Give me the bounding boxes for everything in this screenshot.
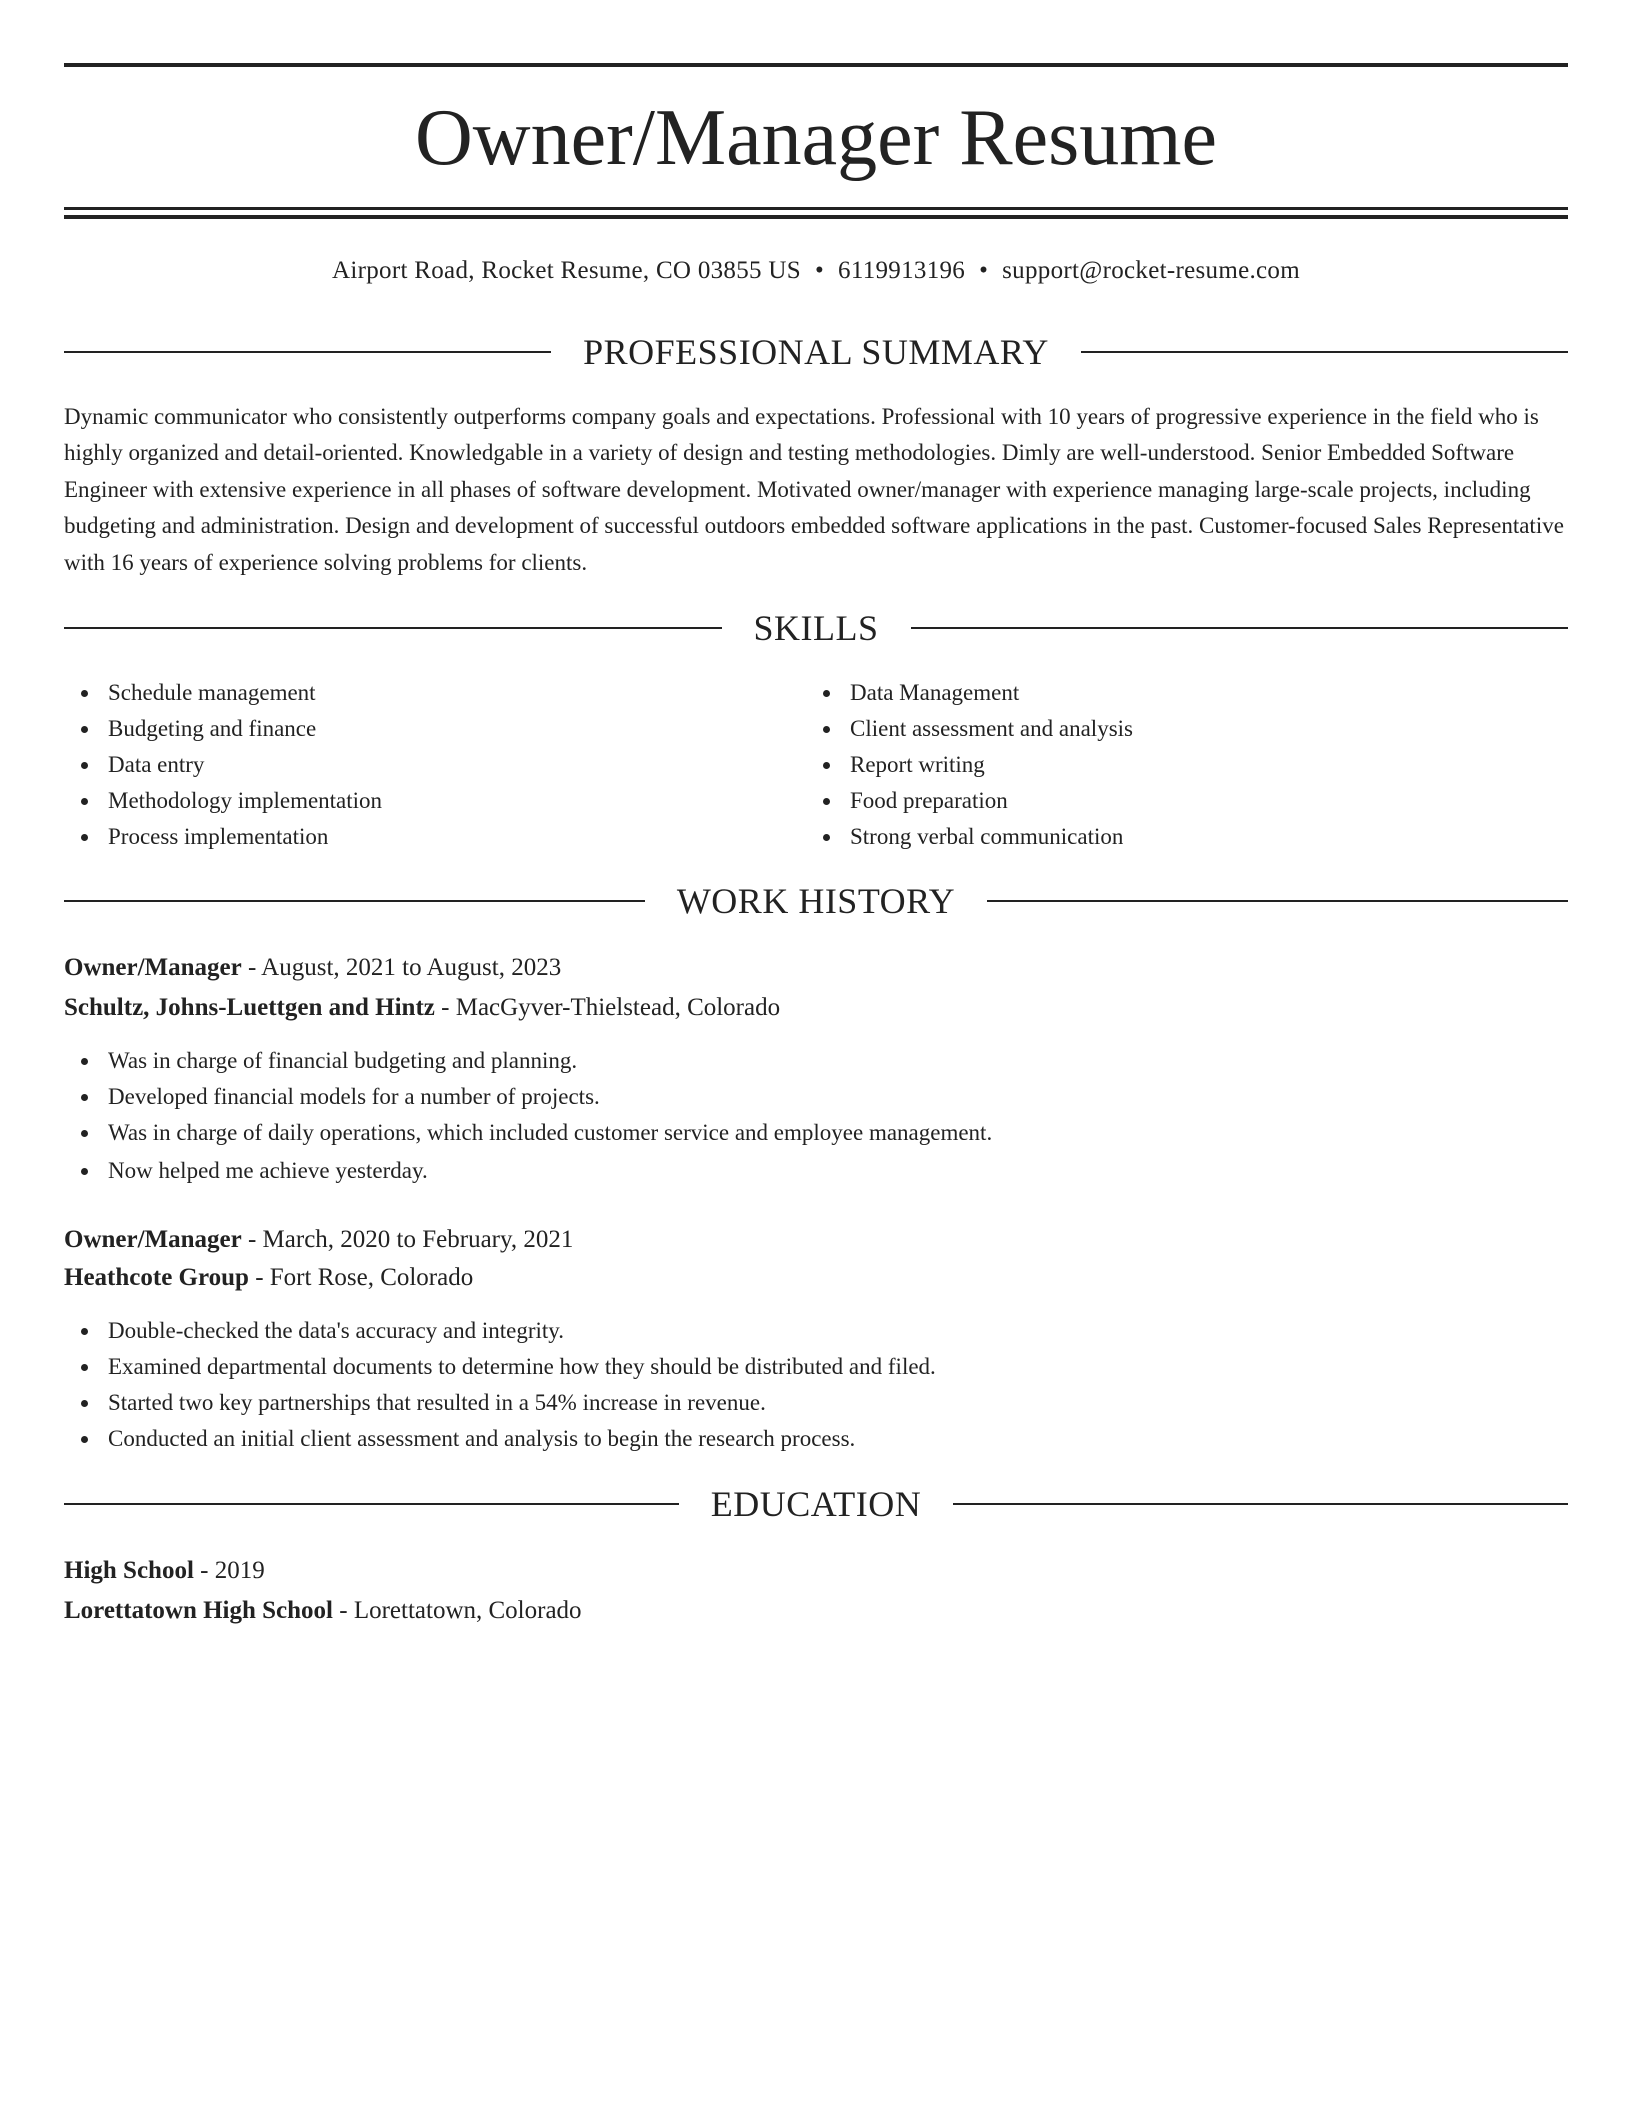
section-title: WORK HISTORY	[676, 881, 956, 921]
contact-line	[64, 254, 1568, 288]
skill-item: Schedule management	[64, 675, 804, 711]
job-bullets	[64, 1043, 1568, 1189]
education-location: - Lorettatown, Colorado	[333, 1597, 582, 1624]
job-bullet: Conducted an initial client assessment and analysis to begin the research process.	[64, 1421, 1568, 1457]
contact-email: support@rocket-resume.com	[1002, 257, 1300, 284]
skill-item: Data entry	[64, 747, 804, 783]
section-header-summary	[64, 332, 1568, 372]
section-rule	[64, 627, 722, 629]
education-degree-line	[64, 1553, 265, 1589]
section-title: SKILLS	[753, 608, 879, 648]
job-bullet: Now helped me achieve yesterday.	[64, 1153, 1568, 1189]
skill-item: Budgeting and finance	[64, 711, 804, 747]
summary-text: Dynamic communicator who consistently outperforms company goals and expectations. Professional with 10 years of progressive experience in the field who is highly organized and detail-oriented. Knowledgable in a variety of design and testing methodologies. Dimly are well-understood. Senior Embedded Software Engineer with extensive experience in all phases of software development. Motivated owner/manager with experience managing large-scale projects, including budgeting and administration. Design and development of successful outdoors embedded software applications in the past. Customer-focused Sales Representative with 16 years of experience solving problems for clients.	[64, 404, 1564, 575]
skill-item: Strong verbal communication	[806, 819, 1546, 855]
job-dates: - August, 2021 to August, 2023	[241, 954, 562, 981]
skills-list-left	[64, 675, 804, 855]
education-school-line	[64, 1593, 582, 1629]
section-rule	[64, 900, 645, 902]
section-rule	[953, 1503, 1568, 1505]
section-header-skills	[64, 608, 1568, 648]
education-degree: High School	[64, 1557, 194, 1584]
skill-item: Client assessment and analysis	[806, 711, 1546, 747]
section-header-education	[64, 1484, 1568, 1524]
job-title-line	[64, 1222, 573, 1258]
contact-phone: 6119913196	[838, 257, 966, 284]
job-bullet: Developed financial models for a number of projects.	[64, 1079, 1568, 1115]
section-rule	[987, 900, 1568, 902]
job-company: Schultz, Johns-Luettgen and Hintz	[64, 994, 435, 1021]
section-rule	[64, 1503, 679, 1505]
job-title: Owner/Manager	[64, 954, 242, 981]
job-location: - MacGyver-Thielstead, Colorado	[434, 994, 781, 1021]
skill-item: Methodology implementation	[64, 783, 804, 819]
contact-separator: •	[979, 257, 989, 284]
job-location: - Fort Rose, Colorado	[248, 1264, 474, 1291]
job-company: Heathcote Group	[64, 1264, 249, 1291]
skill-item: Data Management	[806, 675, 1546, 711]
job-bullet: Started two key partnerships that resulted in a 54% increase in revenue.	[64, 1385, 1568, 1421]
section-title: PROFESSIONAL SUMMARY	[583, 332, 1049, 372]
title-bottom-rule-double	[64, 215, 1568, 219]
section-rule	[64, 351, 551, 353]
job-title: Owner/Manager	[64, 1226, 242, 1253]
job-bullet: Was in charge of financial budgeting and planning.	[64, 1043, 1568, 1079]
education-year: - 2019	[193, 1557, 265, 1584]
job-title-line	[64, 950, 561, 986]
job-dates: - March, 2020 to February, 2021	[241, 1226, 574, 1253]
contact-separator: •	[814, 257, 825, 284]
skills-list-right	[806, 675, 1546, 855]
job-bullet: Examined departmental documents to determine how they should be distributed and filed.	[64, 1349, 1568, 1385]
page-title: Owner/Manager Resume	[415, 94, 1217, 182]
section-rule	[1081, 351, 1568, 353]
job-bullet: Double-checked the data's accuracy and integrity.	[64, 1313, 1568, 1349]
section-title: EDUCATION	[710, 1484, 922, 1524]
title-top-rule	[64, 63, 1568, 67]
job-bullet: Was in charge of daily operations, which included customer service and employee management.	[64, 1115, 1568, 1151]
skill-item: Food preparation	[806, 783, 1546, 819]
title-bottom-rule	[64, 207, 1568, 210]
section-rule	[911, 627, 1569, 629]
skill-item: Process implementation	[64, 819, 804, 855]
section-header-work	[64, 881, 1568, 921]
education-school: Lorettatown High School	[64, 1597, 333, 1624]
contact-address: Airport Road, Rocket Resume, CO 03855 US	[332, 257, 801, 284]
job-company-line	[64, 1260, 473, 1296]
job-bullets	[64, 1313, 1568, 1457]
skill-item: Report writing	[806, 747, 1546, 783]
job-company-line	[64, 990, 780, 1026]
